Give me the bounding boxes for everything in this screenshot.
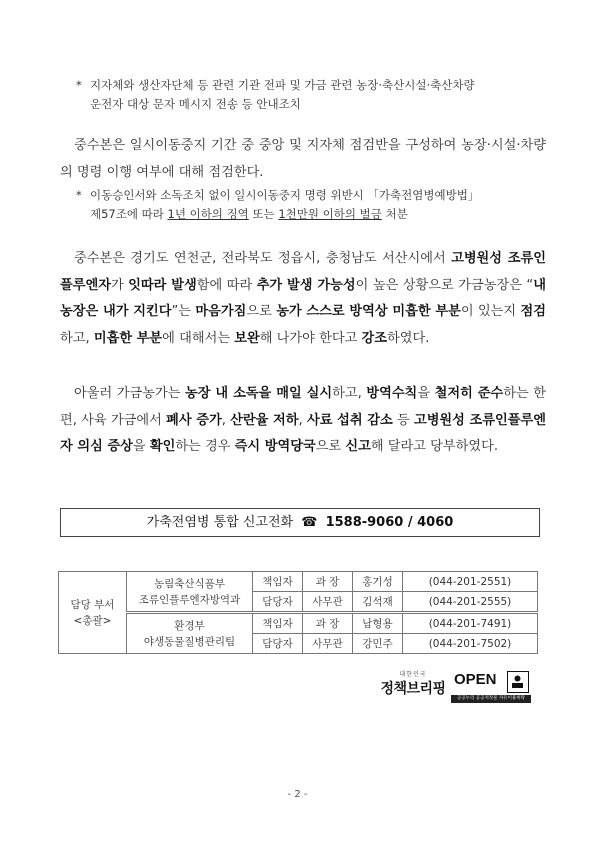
briefing-logo-main: 정책브리핑 <box>380 681 446 697</box>
note-2 <box>76 186 480 224</box>
table-row <box>59 572 538 592</box>
license-badge-icon <box>507 671 529 693</box>
note-2-line-2: 제57조에 따라 1년 이하의 징역 또는 1천만원 이하의 벌금 처분 <box>90 207 408 221</box>
table-row <box>59 613 538 634</box>
dept-group-cell: 담당 부서 <총괄> <box>59 572 127 654</box>
open-logo-text: OPEN <box>454 671 497 688</box>
paragraph-request: 아울러 가금농가는 농장 내 소독을 매일 실시하고, 방역수칙을 철저히 준수하는 한편, 사육 가금에서 폐사 증가, 산란율 저하, 사료 섭취 감소 등 고병원성 조류인플루엔자 의심 증상을 확인하는 경우 즉시 방역당국으로 신고해 달라고 당부하였다. <box>60 386 546 454</box>
paragraph-inspection-text: 중수본은 일시이동중지 기간 중 중앙 및 지자체 점검반을 구성하여 농장·시설·차량의 명령 이행 여부에 대해 점검한다. <box>60 138 546 180</box>
note-marker: * <box>76 188 82 202</box>
phone-cell: (044-201-7491) <box>403 613 538 634</box>
policy-briefing-logo <box>379 669 447 705</box>
phone-cell: (044-201-2555) <box>403 592 538 613</box>
name-cell: 홍기성 <box>353 572 403 592</box>
contact-table <box>58 571 538 654</box>
paragraph-emphasis: 중수본은 경기도 연천군, 전라북도 정읍시, 충청남도 서산시에서 고병원성 조류인플루엔자가 잇따라 발생함에 따라 추가 발생 가능성이 높은 상황으로 가금농장은 “내 농장은 내가 지킨다”는 마음가짐으로 농가 스스로 방역상 미흡한 부분이 있는지 점검하고, 미흡한 부분에 대해서는 보완해 나가야 한다고 강조하였다. <box>60 251 547 346</box>
title-cell: 사무관 <box>303 592 353 613</box>
phone-cell: (044-201-7502) <box>403 634 538 654</box>
paragraph-inspection <box>60 133 546 186</box>
org-cell: 농림축산식품부 조류인플루엔자방역과 <box>127 572 253 613</box>
open-license-logo <box>451 671 531 703</box>
page-number: - 2 - <box>287 789 308 800</box>
role-cell: 책임자 <box>253 572 303 592</box>
hotline-label: 가축전염병 통합 신고전화 <box>146 515 294 530</box>
org-cell: 환경부 야생동물질병관리팀 <box>127 613 253 654</box>
title-cell: 과 장 <box>303 613 353 634</box>
briefing-logo-top: 대한민국 <box>399 671 427 678</box>
penalty-fine: 1천만원 이하의 벌금 <box>278 207 382 221</box>
note-2-line-1: 이동승인서와 소독조치 없이 일시이동중지 명령 위반시 「가축전염병예방법」 <box>90 188 480 202</box>
phone-cell: (044-201-2551) <box>403 572 538 592</box>
title-cell: 사무관 <box>303 634 353 654</box>
open-logo-subtitle: 공공누리 공공저작물 자유이용허락 <box>451 695 531 703</box>
penalty-prison: 1년 이하의 징역 <box>167 207 249 221</box>
title-cell: 과 장 <box>303 572 353 592</box>
note-1-line-1: 지자체와 생산자단체 등 관련 기관 전파 및 가금 관련 농장·축산시설·축산차량 <box>90 78 475 92</box>
name-cell: 남형용 <box>353 613 403 634</box>
phone-icon: ☎ <box>301 515 318 530</box>
note-1-line-2: 운전자 대상 문자 메시지 전송 등 안내조치 <box>90 97 301 111</box>
role-cell: 담당자 <box>253 592 303 613</box>
note-1 <box>76 76 475 114</box>
name-cell: 강민주 <box>353 634 403 654</box>
hotline-box <box>60 508 540 537</box>
note-marker: * <box>76 78 82 92</box>
name-cell: 김석재 <box>353 592 403 613</box>
role-cell: 책임자 <box>253 613 303 634</box>
hotline-number: 1588-9060 / 4060 <box>325 515 454 530</box>
role-cell: 담당자 <box>253 634 303 654</box>
